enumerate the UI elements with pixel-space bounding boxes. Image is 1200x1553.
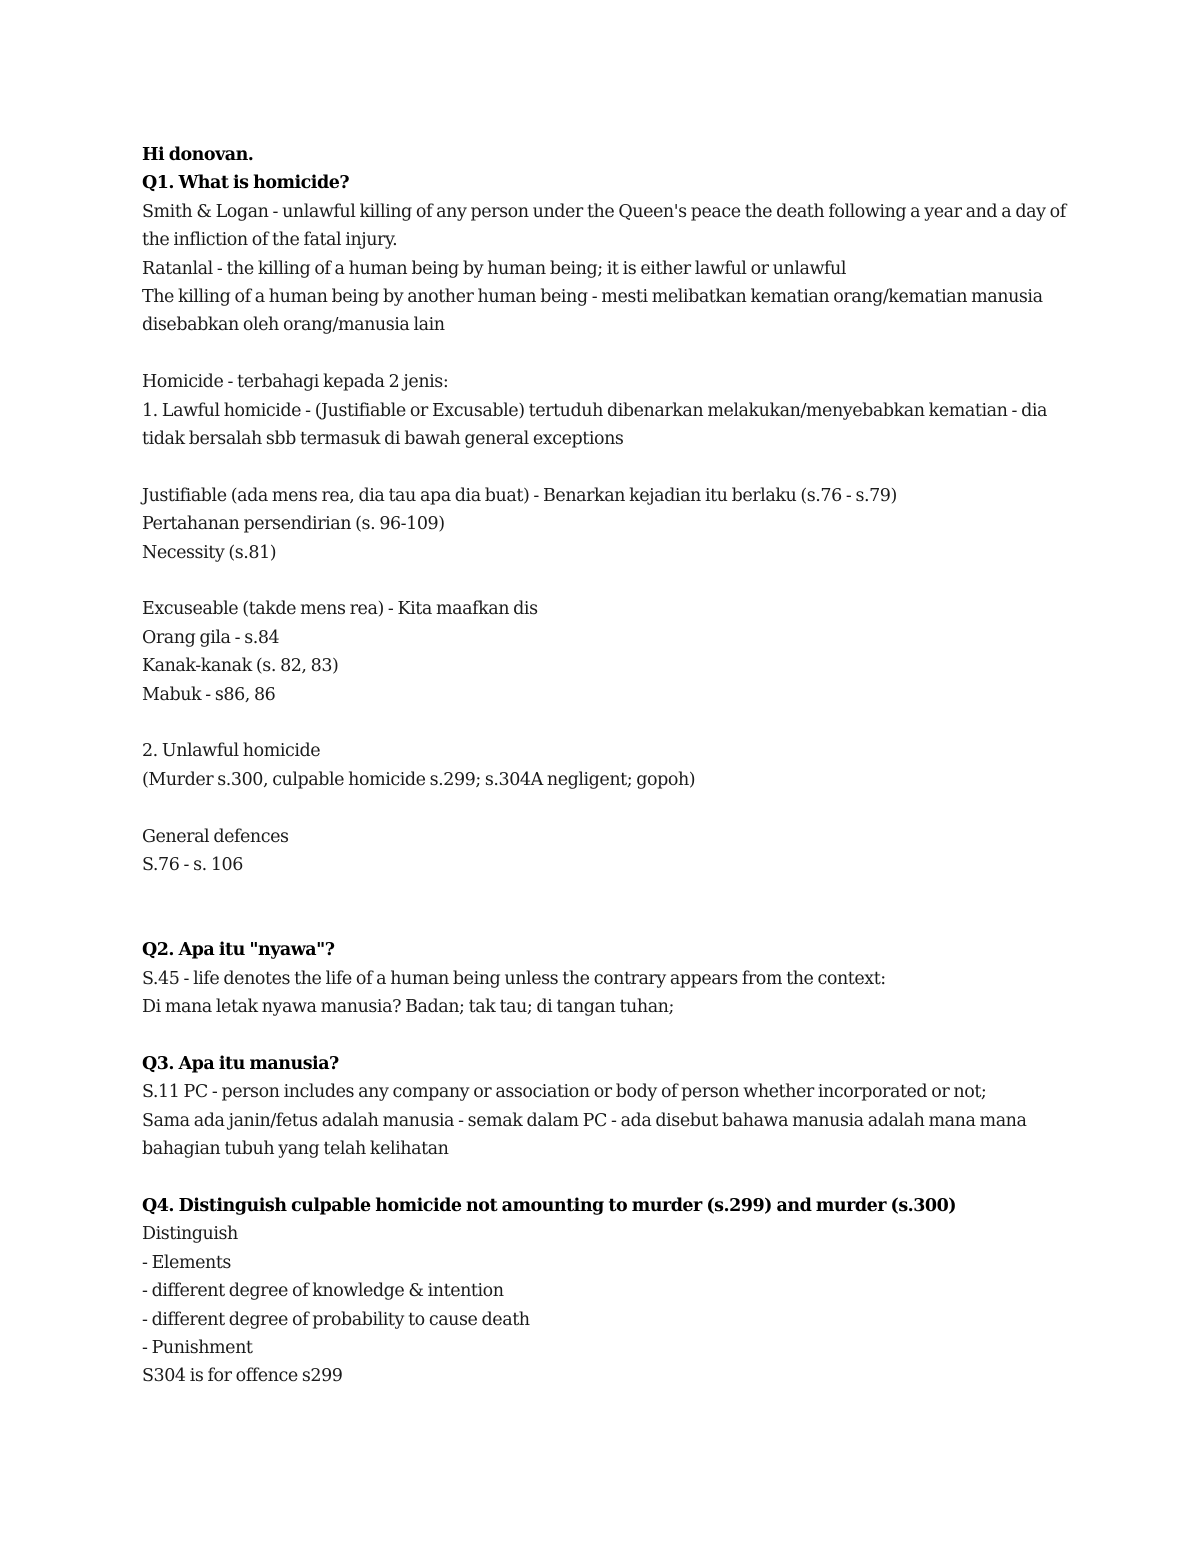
text-line: - Elements xyxy=(142,1252,231,1273)
text-line: - different degree of probability to cause death xyxy=(142,1309,530,1330)
blank-line xyxy=(142,1021,1072,1049)
text-line: S.11 PC - person includes any company or association or body of person whether incorporated or not; xyxy=(142,1082,987,1103)
blank-line xyxy=(142,879,1072,907)
text-line: Orang gila - s.84 xyxy=(142,627,280,648)
text-line: Di mana letak nyawa manusia? Badan; tak tau; di tangan tuhan; xyxy=(142,997,674,1018)
text-line: The killing of a human being by another human being - mesti melibatkan kematian orang/kematian manusia disebabkan oleh orang/manusia lain xyxy=(142,287,1047,336)
blank-line xyxy=(142,794,1072,822)
text-line: 2. Unlawful homicide xyxy=(142,741,321,762)
text-line: Justifiable (ada mens rea, dia tau apa dia buat) - Benarkan kejadian itu berlaku (s.76 - s.79) xyxy=(142,485,897,506)
text-line: Sama ada janin/fetus adalah manusia - semak dalam PC - ada disebut bahawa manusia adalah mana mana bahagian tubuh yang telah kelihatan xyxy=(142,1110,1031,1160)
blank-line xyxy=(142,1164,1072,1192)
heading-line: Q1. What is homicide? xyxy=(142,173,350,194)
text-line: S.76 - s. 106 xyxy=(142,855,243,876)
text-line: Pertahanan persendirian (s. 96-109) xyxy=(142,514,445,535)
heading-line: Q2. Apa itu "nyawa"? xyxy=(142,940,335,961)
text-line: Excuseable (takde mens rea) - Kita maafkan dis xyxy=(142,599,538,620)
text-line: Smith & Logan - unlawful killing of any person under the Queen's peace the death following a year and a day of the infliction of the fatal injury. xyxy=(142,201,1070,251)
text-line: Mabuk - s86, 86 xyxy=(142,684,276,705)
text-line: (Murder s.300, culpable homicide s.299; s.304A negligent; gopoh) xyxy=(142,769,696,790)
blank-line xyxy=(142,340,1072,368)
text-line: S.45 - life denotes the life of a human being unless the contrary appears from the context: xyxy=(142,968,886,989)
blank-line xyxy=(142,908,1072,936)
text-line: - Punishment xyxy=(142,1337,253,1358)
heading-line: Hi donovan. xyxy=(142,145,254,165)
heading-line: Q3. Apa itu manusia? xyxy=(142,1053,339,1074)
document-body xyxy=(142,141,1072,1391)
blank-line xyxy=(142,709,1072,737)
blank-line xyxy=(142,453,1072,481)
text-line: 1. Lawful homicide - (Justifiable or Excusable) tertuduh dibenarkan melakukan/menyebabkan kematian - dia tidak bersalah sbb termasuk di bawah general exceptions xyxy=(142,400,1052,450)
heading-line: Q4. Distinguish culpable homicide not amounting to murder (s.299) and murder (s.300) xyxy=(142,1195,957,1216)
text-line: Distinguish xyxy=(142,1224,238,1245)
text-line: Kanak-kanak (s. 82, 83) xyxy=(142,656,339,677)
text-line: S304 is for offence s299 xyxy=(142,1366,343,1387)
text-line: - different degree of knowledge & intention xyxy=(142,1281,504,1302)
text-line: Homicide - terbahagi kepada 2 jenis: xyxy=(142,372,449,393)
blank-line xyxy=(142,567,1072,595)
text-line: Ratanlal - the killing of a human being by human being; it is either lawful or unlawful xyxy=(142,258,846,279)
text-line: General defences xyxy=(142,826,289,847)
text-line: Necessity (s.81) xyxy=(142,542,277,563)
